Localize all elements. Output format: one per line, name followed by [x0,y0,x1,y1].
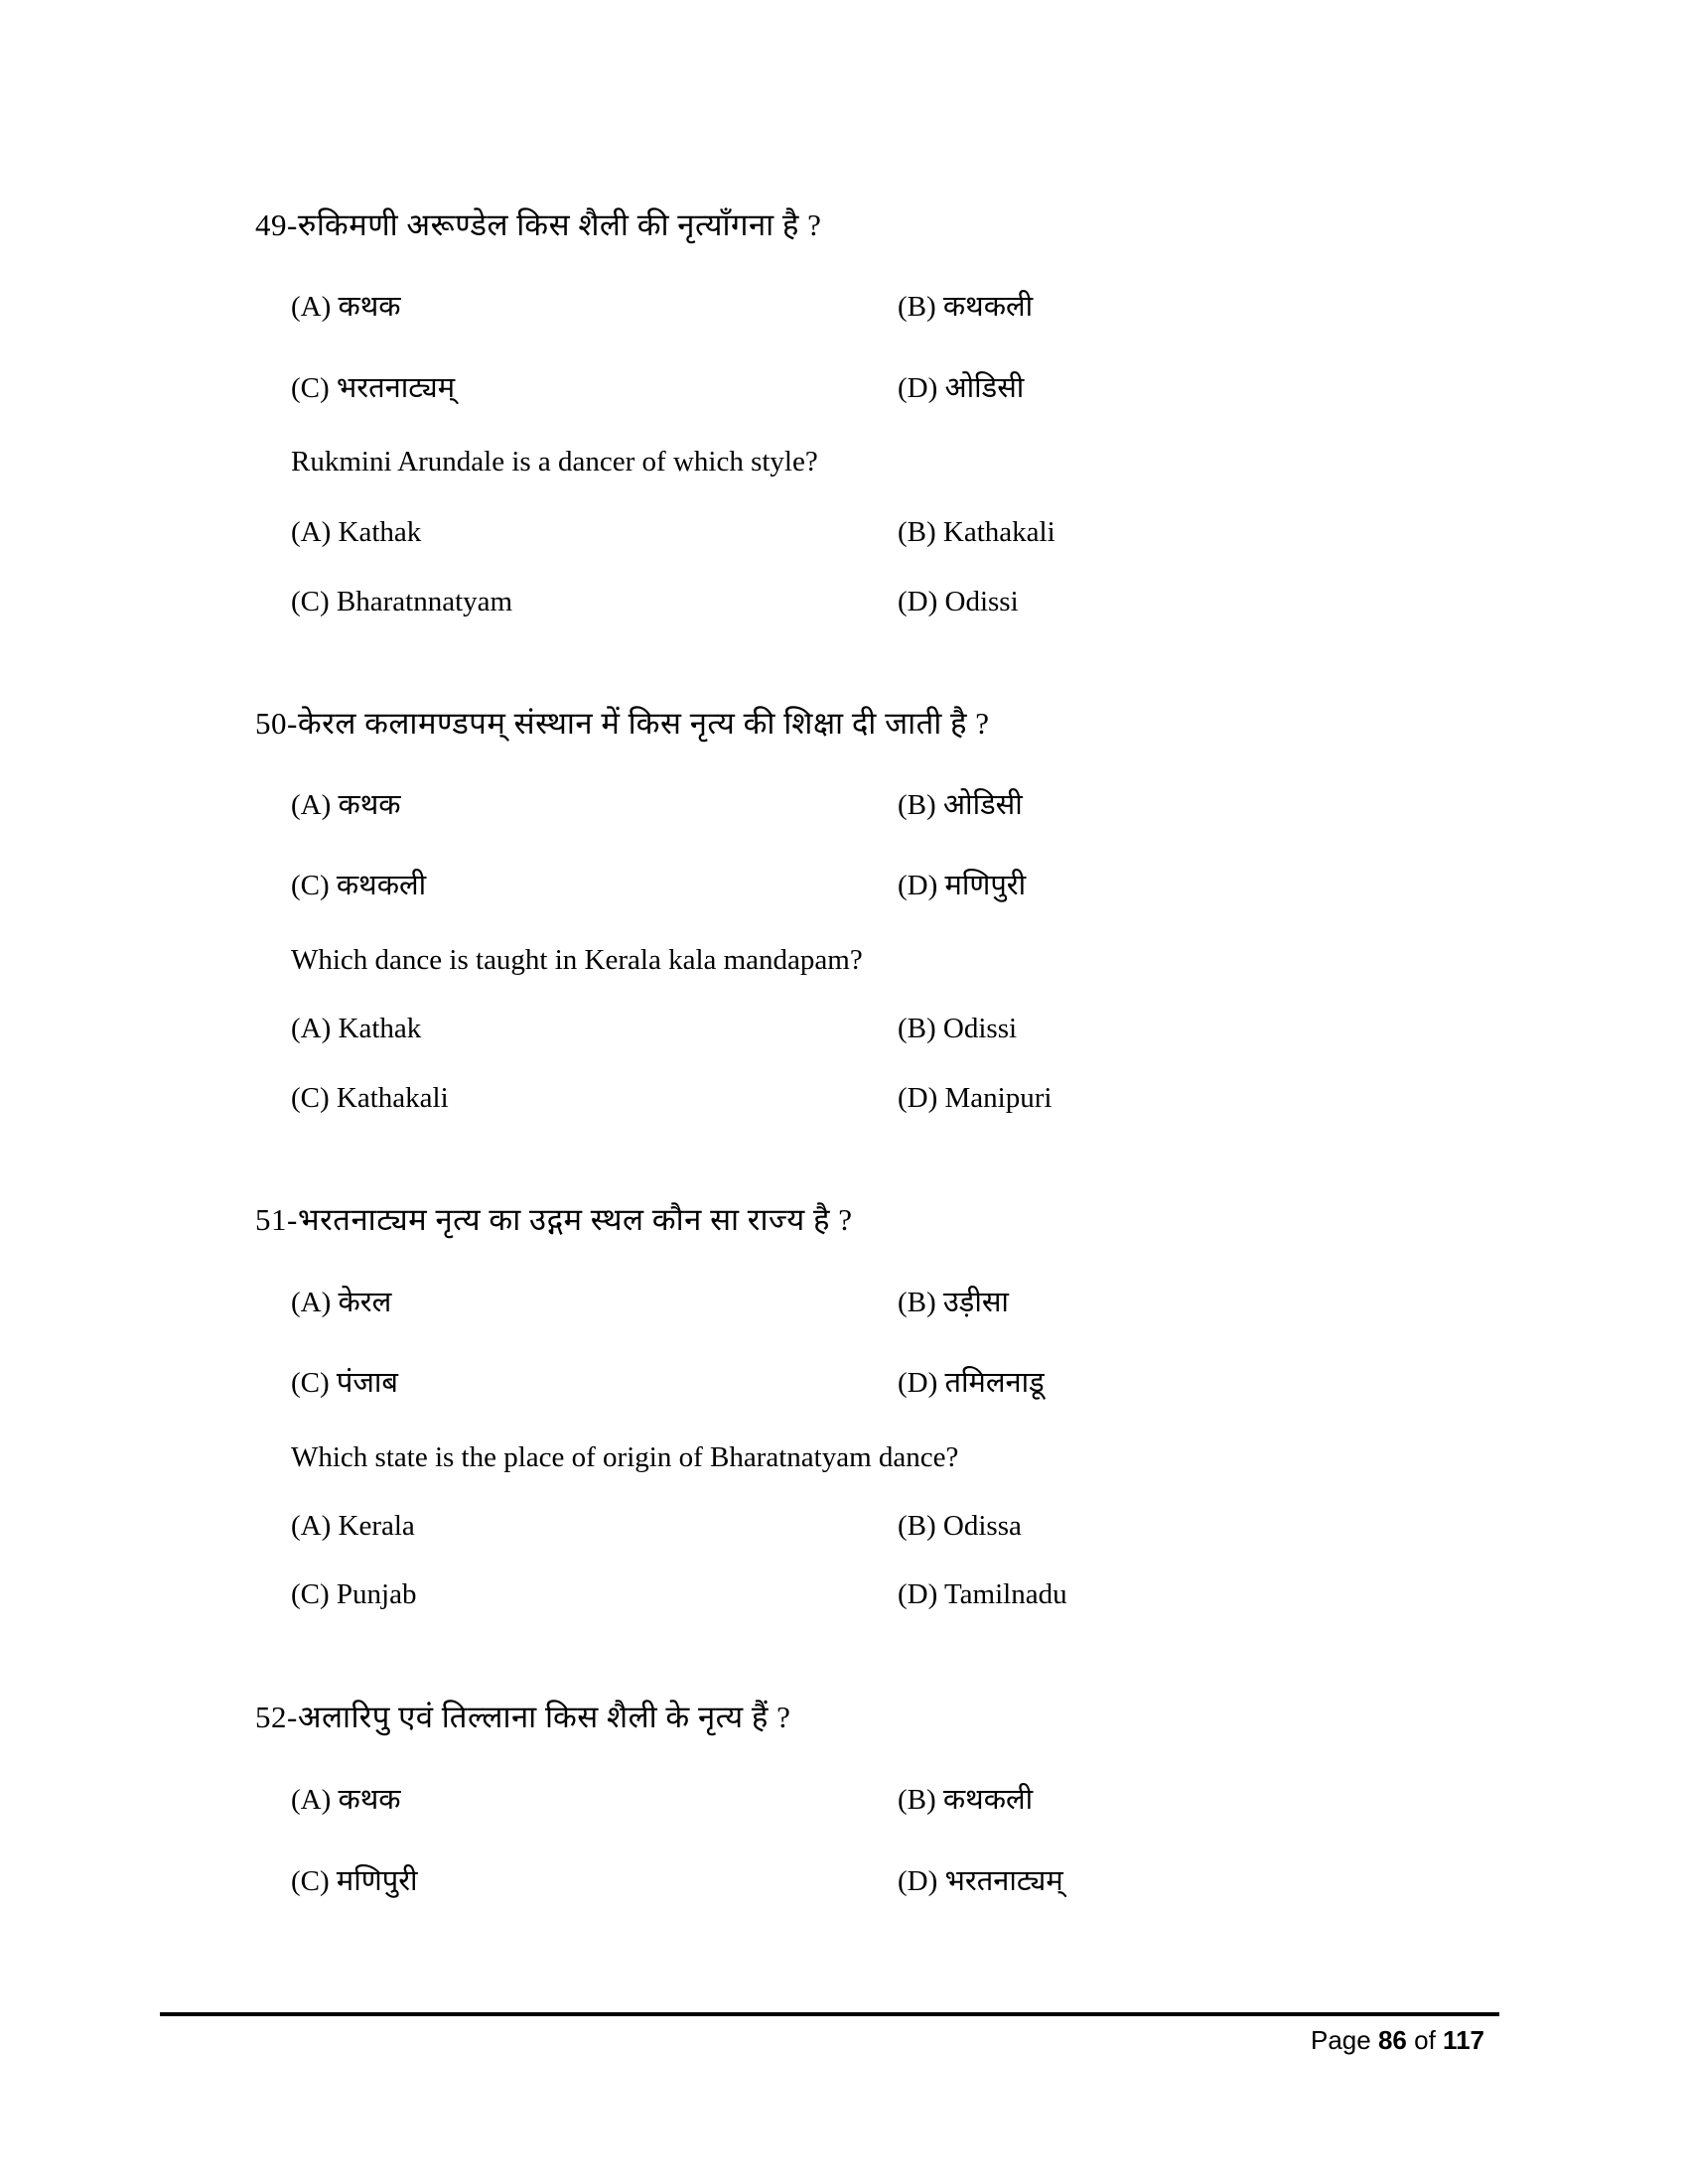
question-number: 52- [255,1700,298,1734]
option-d-hindi: (D) तमिलनाडू [898,1367,1045,1399]
question-number: 50- [255,706,298,741]
option-a-hindi: (A) कथक [291,291,401,323]
option-c-english: (C) Kathakali [291,1082,449,1114]
question-number: 49- [255,207,298,242]
option-d-hindi: (D) मणिपुरी [898,870,1027,901]
option-a-english: (A) Kerala [291,1510,415,1542]
option-d-hindi: (D) ओडिसी [898,372,1025,404]
question-52-hindi-text: 52-अलारिपु एवं तिल्लाना किस शैली के नृत्य हैं ? [255,1700,791,1734]
option-b-english: (B) Odissa [898,1510,1022,1542]
question-51-english-text: Which state is the place of origin of Bharatnatyam dance? [291,1441,959,1473]
option-d-english: (D) Tamilnadu [898,1578,1067,1610]
option-c-english: (C) Bharatnnatyam [291,586,513,617]
option-d-hindi: (D) भरतनाट्यम् [898,1865,1063,1897]
option-a-hindi: (A) कथक [291,1784,401,1816]
current-page: 86 [1377,2025,1407,2055]
option-d-english: (D) Manipuri [898,1082,1053,1114]
option-b-hindi: (B) कथकली [898,1784,1034,1816]
question-50-english-text: Which dance is taught in Kerala kala mandapam? [291,944,863,976]
question-50-hindi-text: 50-केरल कलामण्डपम् संस्थान में किस नृत्य की शिक्षा दी जाती है ? [255,706,990,741]
option-c-hindi: (C) मणिपुरी [291,1865,418,1897]
total-pages: 117 [1443,2025,1484,2055]
option-b-english: (B) Kathakali [898,516,1055,548]
option-b-hindi: (B) कथकली [898,291,1034,323]
option-b-hindi: (B) उड़ीसा [898,1287,1009,1318]
option-d-english: (D) Odissi [898,586,1019,617]
option-c-hindi: (C) पंजाब [291,1367,398,1399]
option-a-english: (A) Kathak [291,1013,422,1044]
option-a-hindi: (A) केरल [291,1287,392,1318]
option-a-hindi: (A) कथक [291,789,401,821]
option-b-english: (B) Odissi [898,1013,1018,1044]
footer-divider [160,2012,1499,2016]
question-49-hindi-text: 49-रुकिमणी अरूण्डेल किस शैली की नृत्याँगना है ? [255,207,822,242]
option-a-english: (A) Kathak [291,516,422,548]
option-b-hindi: (B) ओडिसी [898,789,1023,821]
question-49-english-text: Rukmini Arundale is a dancer of which style? [291,446,818,478]
page-number: Page 86 of 117 [1311,2025,1484,2055]
question-51-hindi-text: 51-भरतनाट्यम नृत्य का उद्गम स्थल कौन सा राज्य है ? [255,1202,853,1237]
question-number: 51- [255,1202,298,1237]
option-c-hindi: (C) कथकली [291,870,427,901]
option-c-hindi: (C) भरतनाट्यम् [291,372,456,404]
option-c-english: (C) Punjab [291,1578,417,1610]
